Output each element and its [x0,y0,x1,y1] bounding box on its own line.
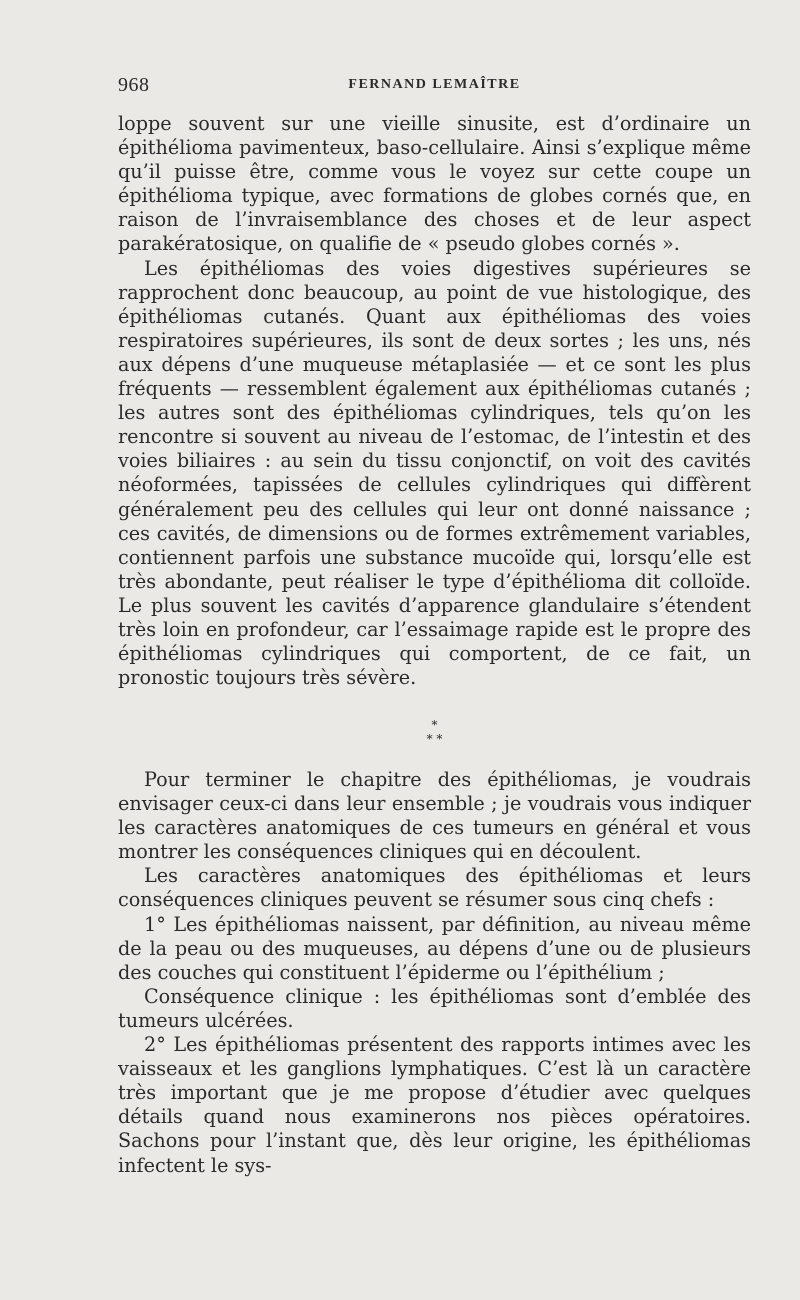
paragraph: Conséquence clinique : les épithéliomas sont d’emblée des tumeurs ulcérées. [118,984,751,1032]
paragraph: 2° Les épithéliomas présentent des rapports intimes avec les vaisseaux et les ganglions lymphatiques. C’est là un caractère très important que je me propose d’étudier avec quelques détails quand nous examinerons nos pièces opératoires. Sachons pour l’instant que, dès leur origine, les épithéliomas infectent le sys- [118,1033,751,1177]
body-text-before-break [118,112,751,690]
paragraph: Pour terminer le chapitre des épithéliomas, je voudrais envisager ceux-ci dans leur ensemble ; je voudrais vous indiquer les caractères anatomiques de ces tumeurs en général et vous montrer les conséquences cliniques qui en découlent. [118,768,751,864]
section-break-asterism [118,718,751,746]
paragraph: 1° Les épithéliomas naissent, par définition, au niveau même de la peau ou des muqueuses, au dépens d’une ou de plusieurs des couches qui constituent l’épiderme ou l’épithélium ; [118,912,751,984]
paragraph: Les épithéliomas des voies digestives supérieures se rapprochent donc beaucoup, au point de vue histologique, des épithéliomas cutanés. Quant aux épithéliomas des voies respiratoires supérieures, ils sont de deux sortes ; les uns, nés aux dépens d’une muqueuse métaplasiée — et ce sont les plus fréquents — ressemblent également aux épithéliomas cutanés ; les autres sont des épithéliomas cylindriques, tels qu’on les rencontre si souvent au niveau de l’estomac, de l’intestin et des voies biliaires : au sein du tissu conjonctif, on voit des cavités néoformées, tapissées de cellules cylindriques qui diffèrent généralement peu des cellules qui leur ont donné naissance ; ces cavités, de dimensions ou de formes extrêmement variables, contiennent parfois une substance mucoïde qui, lorsqu’elle est très abondante, peut réaliser le type d’épithélioma dit colloïde. Le plus souvent les cavités d’apparence glandulaire s’étendent très loin en profondeur, car l’essaimage rapide est le propre des épithéliomas cylindriques qui comportent, de ce fait, un pronostic toujours très sévère. [118,256,751,690]
running-head-author: FERNAND LEMAÎTRE [348,77,521,92]
paragraph: loppe souvent sur une vieille sinusite, est d’ordinaire un épithélioma pavimenteux, baso-cellulaire. Ainsi s’explique même qu’il puisse être, comme vous le voyez sur cette coupe un épithélioma typique, avec formations de globes cornés que, en raison de l’invraisemblance des choses et de leur aspect parakératosique, on qualifie de « pseudo globes cornés ». [118,112,751,256]
page-number: 968 [118,74,150,96]
running-head [118,74,751,100]
paragraph: Les caractères anatomiques des épithéliomas et leurs conséquences cliniques peuvent se résumer sous cinq chefs : [118,864,751,912]
asterism-bottom: * * [426,732,443,746]
body-text-after-break [118,768,751,1178]
asterism-top: * [431,718,438,732]
